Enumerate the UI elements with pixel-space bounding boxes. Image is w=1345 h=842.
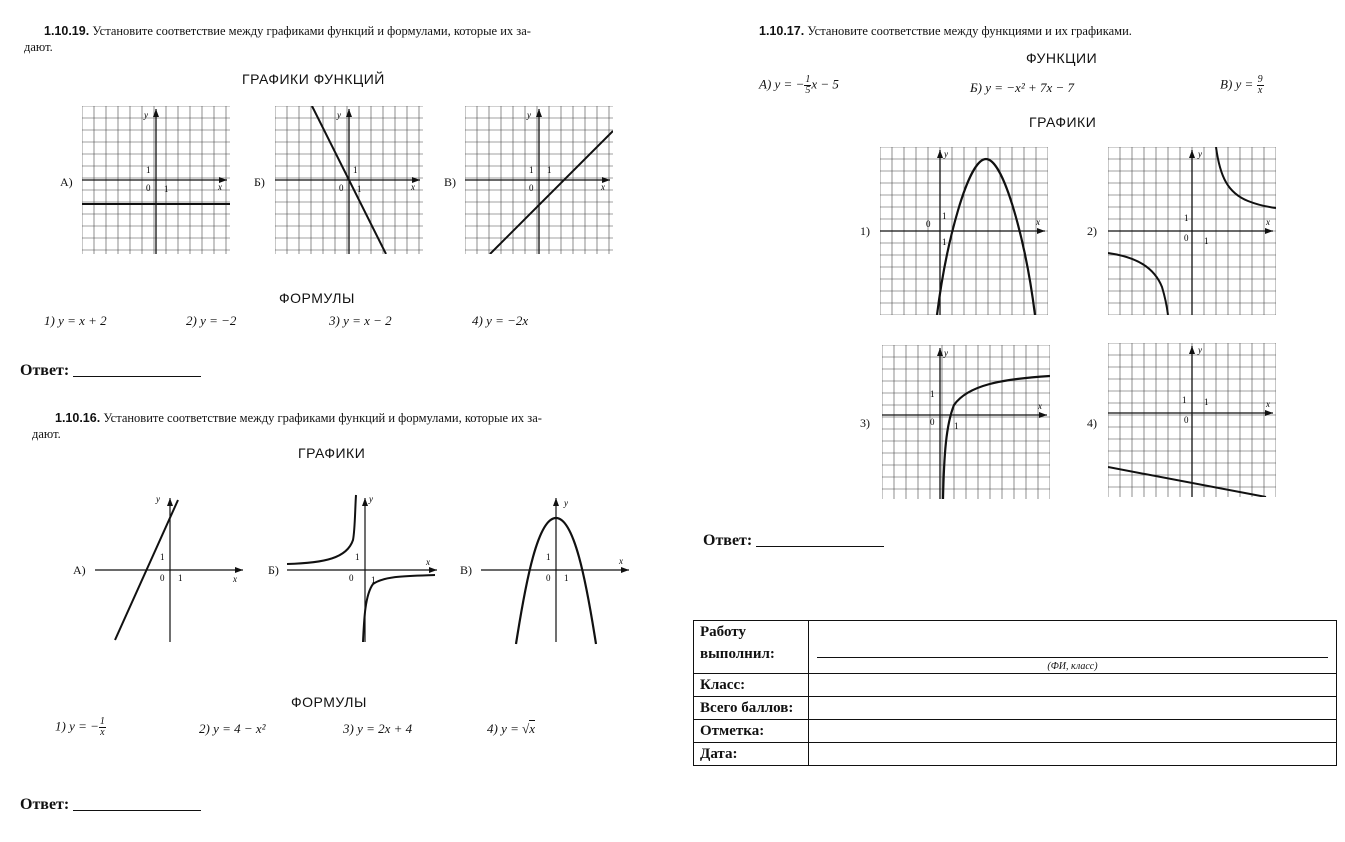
origin-label: 0: [926, 219, 931, 229]
y-label: y: [1198, 345, 1202, 355]
student-info-table: [693, 620, 1337, 766]
x-label: x: [218, 182, 222, 192]
info-field-grade[interactable]: [809, 720, 1337, 743]
function-a: А) y = − $\frac{1}{5}$ x − 5: [759, 74, 839, 96]
y-one-label: 1: [353, 165, 358, 175]
y-label: y: [944, 149, 948, 159]
y-label: y: [337, 110, 341, 120]
function-line: [490, 131, 613, 254]
info-row-date: [694, 743, 1337, 766]
answer-1016: [20, 796, 201, 814]
graph-label-b: Б): [268, 563, 279, 577]
graph-label-2: 2): [1087, 224, 1097, 238]
answer-1017: [703, 532, 884, 550]
x-one-label: 1: [164, 184, 169, 194]
y-arrow: [1189, 346, 1195, 354]
hyperbola-right-branch: [363, 575, 435, 642]
x-label: x: [426, 557, 430, 567]
task-1-10-17-functions-heading: ФУНКЦИИ: [1026, 50, 1098, 66]
function-line: [1108, 467, 1266, 497]
graph-1019-b: [275, 106, 423, 254]
origin-label: 0: [160, 573, 165, 583]
task-1-10-16-statement: 1.10.16. Установите соответствие между графиками функций и формулами, которые их за-: [55, 411, 542, 425]
answer-field[interactable]: [73, 362, 201, 377]
x-label: x: [411, 182, 415, 192]
y-one-label: 1: [546, 552, 551, 562]
x-one-label: 1: [564, 573, 569, 583]
x-one-label: 1: [547, 165, 552, 175]
origin-label: 0: [546, 573, 551, 583]
task-1-10-16-statement-cont: дают.: [32, 427, 61, 441]
hyperbola-right-branch: [1216, 147, 1276, 208]
info-label-name: Работу выполнил:: [694, 621, 809, 674]
hyperbola-left-branch: [1108, 253, 1168, 315]
y-label: y: [564, 498, 568, 508]
graph-1017-4: [1108, 343, 1276, 497]
y-label: y: [156, 494, 160, 504]
graph-1019-v: [465, 106, 613, 254]
x-label: x: [1038, 401, 1042, 411]
x-label: x: [1036, 217, 1040, 227]
x-arrow: [621, 567, 629, 573]
y-one-label: 1: [1184, 213, 1189, 223]
formula-3: 3) y = 2x + 4: [343, 721, 413, 736]
y-one-label: 1: [529, 165, 534, 175]
graph-label-a: А): [60, 175, 73, 189]
origin-label: 0: [1184, 415, 1189, 425]
graph-1019-a: [82, 106, 230, 254]
task-1-10-19-statement: 1.10.19. Установите соответствие между графиками функций и формулами, которые их за-: [44, 24, 531, 38]
answer-field[interactable]: [73, 796, 201, 811]
y-label: y: [1198, 149, 1202, 159]
y-one-label: 1: [942, 211, 947, 221]
y-arrow: [553, 498, 559, 506]
x-arrow: [429, 567, 437, 573]
x-label: x: [1266, 217, 1270, 227]
info-label-grade: Отметка:: [694, 720, 809, 743]
formula-4: 4) y = −2x: [472, 313, 529, 328]
x-one-label: 1: [357, 184, 362, 194]
graph-1017-3: [882, 345, 1050, 499]
origin-label: 0: [339, 183, 344, 193]
x-one-label: 1: [1204, 397, 1209, 407]
x-arrow: [235, 567, 243, 573]
hyperbola-left-branch: [287, 495, 356, 564]
x-one-label: 1: [942, 237, 947, 247]
task-1-10-19-statement-cont: дают.: [24, 40, 53, 54]
x-one-label: 1: [178, 573, 183, 583]
name-caption: (ФИ, класс): [1047, 661, 1098, 672]
info-field-name[interactable]: [809, 621, 1337, 674]
grid: [882, 345, 1050, 499]
y-label: y: [369, 494, 373, 504]
x-arrow: [1265, 228, 1273, 234]
x-one-label: 1: [371, 575, 376, 585]
formula-1: 1) y = x + 2: [44, 313, 107, 328]
graph-label-a: А): [73, 563, 86, 577]
x-one-label: 1: [954, 421, 959, 431]
answer-1019: [20, 362, 201, 380]
y-one-label: 1: [146, 165, 151, 175]
info-label-date: Дата:: [694, 743, 809, 766]
y-label: y: [527, 110, 531, 120]
origin-label: 0: [930, 417, 935, 427]
x-label: x: [233, 574, 237, 584]
info-field-score[interactable]: [809, 697, 1337, 720]
x-arrow: [1037, 228, 1045, 234]
info-label-score: Всего баллов:: [694, 697, 809, 720]
y-arrow: [1189, 150, 1195, 158]
y-label: y: [944, 348, 948, 358]
y-label: y: [144, 110, 148, 120]
y-one-label: 1: [160, 552, 165, 562]
task-1-10-19-formulas-heading: ФОРМУЛЫ: [279, 290, 355, 306]
graph-1017-1: [880, 147, 1048, 315]
task-1-10-19-graphs-heading: ГРАФИКИ ФУНКЦИЙ: [242, 71, 385, 87]
y-one-label: 1: [355, 552, 360, 562]
graph-1016-a: [90, 490, 250, 650]
task-1-10-16-graphs-heading: ГРАФИКИ: [298, 445, 366, 461]
formula-4: 4) y = √x: [487, 721, 536, 736]
y-one-label: 1: [1182, 395, 1187, 405]
x-label: x: [1266, 399, 1270, 409]
task-1-10-17-graphs-heading: ГРАФИКИ: [1029, 114, 1097, 130]
y-one-label: 1: [930, 389, 935, 399]
y-arrow: [362, 498, 368, 506]
y-arrow: [167, 498, 173, 506]
x-label: x: [619, 556, 623, 566]
x-label: x: [601, 182, 605, 192]
info-row-class: [694, 674, 1337, 697]
formula-3: 3) y = x − 2: [329, 313, 392, 328]
answer-label: Ответ:: [20, 362, 70, 379]
origin-label: 0: [529, 183, 534, 193]
graph-label-v: В): [444, 175, 456, 189]
info-field-date[interactable]: [809, 743, 1337, 766]
origin-label: 0: [349, 573, 354, 583]
graph-1016-b: [285, 490, 445, 650]
x-one-label: 1: [1204, 236, 1209, 246]
origin-label: 0: [1184, 233, 1189, 243]
info-row-grade: [694, 720, 1337, 743]
origin-label: 0: [146, 183, 151, 193]
answer-label: Ответ:: [20, 796, 70, 813]
task-1-10-16-formulas-heading: ФОРМУЛЫ: [291, 694, 367, 710]
answer-label: Ответ:: [703, 532, 753, 549]
graph-label-b: Б): [254, 175, 265, 189]
formula-2: 2) y = 4 − x²: [199, 721, 266, 736]
task-1-10-17-statement: 1.10.17. Установите соответствие между функциями и их графиками.: [759, 24, 1132, 38]
info-row-score: [694, 697, 1337, 720]
info-field-class[interactable]: [809, 674, 1337, 697]
graph-label-1: 1): [860, 224, 870, 238]
name-line: [817, 657, 1328, 658]
function-v: В) y = $\frac{9}{x}$: [1220, 74, 1263, 96]
info-label-class: Класс:: [694, 674, 809, 697]
graph-1017-2: [1108, 147, 1276, 315]
answer-field[interactable]: [756, 532, 884, 547]
log-curve: [943, 376, 1050, 499]
graph-label-3: 3): [860, 416, 870, 430]
y-arrow: [937, 150, 943, 158]
graph-label-v: В): [460, 563, 472, 577]
formula-2: 2) y = −2: [186, 313, 237, 328]
info-row-name: [694, 621, 1337, 674]
graph-label-4: 4): [1087, 416, 1097, 430]
graph-1016-v: [476, 490, 636, 650]
function-b: Б) y = −x² + 7x − 7: [970, 80, 1075, 95]
formula-1: 1) y = − $\frac{1}{x}$: [55, 716, 105, 738]
